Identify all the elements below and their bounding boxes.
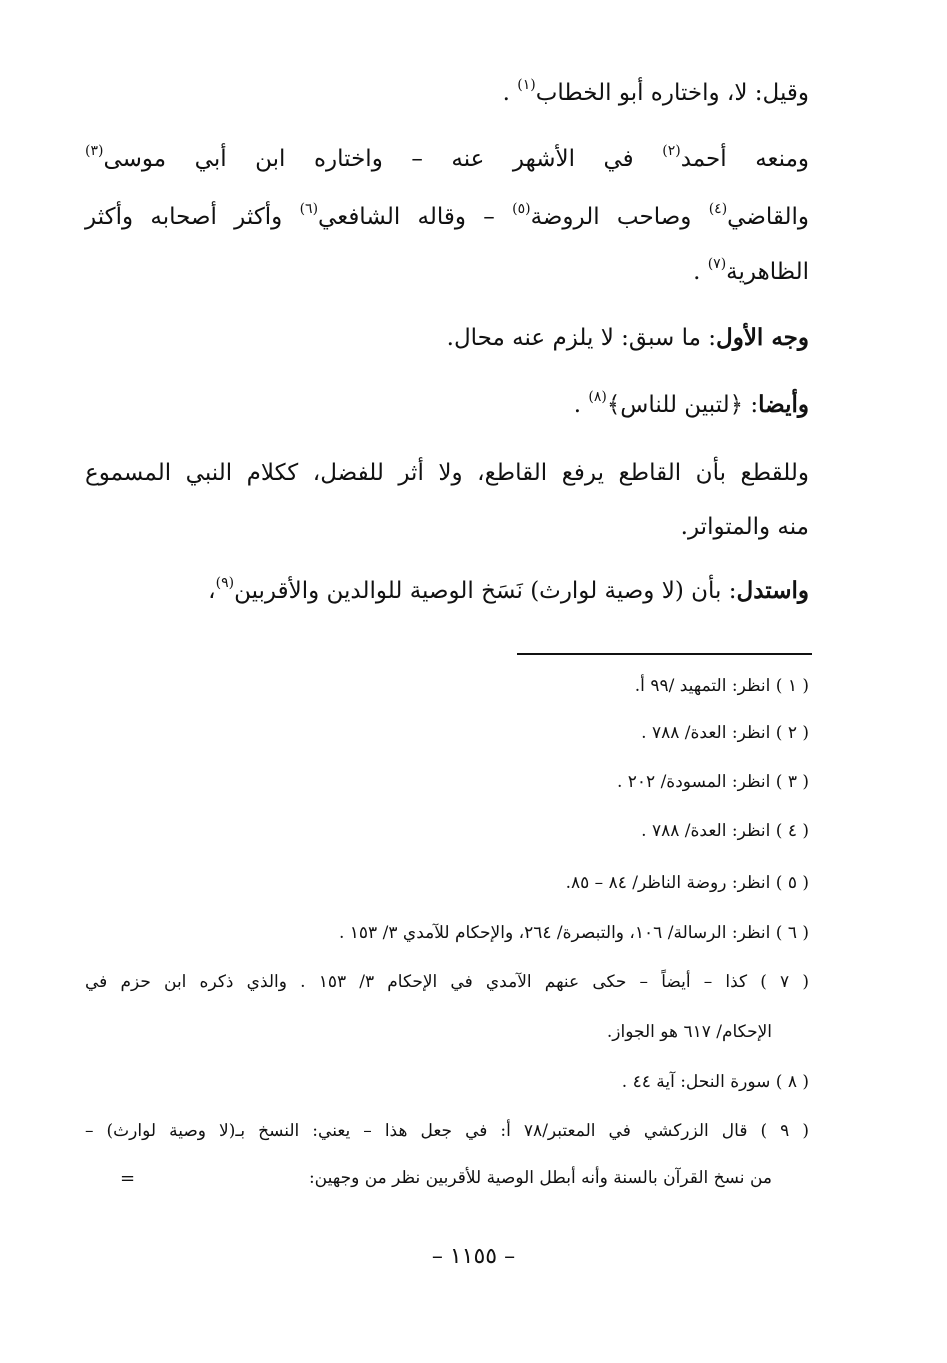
body-line-1: وقيل: لا، واختاره أبو الخطاب$^{(١)}$ . [502, 77, 809, 106]
footnote-ref-6[interactable]: (٦) [299, 201, 319, 217]
body-line-8: منه والمتواتر. [680, 514, 809, 540]
footnote-ref-8[interactable]: (٨) [588, 389, 607, 405]
body-line-3: والقاضي$^{(٤)}$ وصاحب الروضة$^{(٥)}$ – وقاله الشافعي$^{(٦)}$ وأكثر أصحابه وأكثر [85, 201, 810, 230]
section-heading-argued: واستدل [736, 577, 809, 604]
footnote-9-line-1: ( ٩ ) قال الزركشي في المعتبر/٧٨ أ: في جعل هذا – يعني: النسخ بـ(لا وصية لوارث) – [85, 1121, 809, 1141]
footnote-ref-1[interactable]: (١) [517, 77, 536, 93]
footnote-2: ( ٢ ) انظر: العدة/ ٧٨٨ . [641, 723, 809, 743]
footnote-ref-5[interactable]: (٥) [512, 201, 531, 217]
body-line-5: وجه الأول: ما سبق: لا يلزم عنه محال. [446, 324, 809, 351]
footnote-7-line-2: الإحكام/ ٦١٧ هو الجواز. [606, 1022, 772, 1042]
body-line-2: ومنعه أحمد$^{(٢)}$ في الأشهر عنه – واختاره ابن أبي موسى$^{(٣)}$ [85, 143, 809, 172]
page-number: – ١١٥٥ – [431, 1244, 516, 1269]
body-line-6: وأيضا: ﴿لتبين للناس﴾$^{(٨)}$ . [573, 389, 809, 418]
footnote-ref-3[interactable]: (٣) [85, 143, 104, 159]
footnote-ref-7[interactable]: (٧) [707, 256, 727, 272]
section-heading-first-view: وجه الأول [716, 324, 809, 351]
section-heading-also: وأيضا [758, 391, 809, 418]
body-line-9: واستدل: بأن (لا وصية لوارث) نَسَخ الوصية للوالدين والأقربين$^{(٩)}$، [208, 575, 809, 604]
footnote-6: ( ٦ ) انظر: الرسالة/ ١٠٦، والتبصرة/ ٢٦٤، والإحكام للآمدي ٣/ ١٥٣ . [338, 923, 809, 943]
footnote-5: ( ٥ ) انظر: روضة الناظر/ ٨٤ – ٨٥. [565, 873, 809, 893]
footnote-1: ( ١ ) انظر: التمهيد /٩٩ أ. [634, 676, 809, 696]
continuation-mark: = [120, 1168, 136, 1189]
footnote-ref-2[interactable]: (٢) [662, 143, 681, 159]
footnote-4: ( ٤ ) انظر: العدة/ ٧٨٨ . [641, 821, 809, 841]
body-line-4: الظاهرية$^{(٧)}$ . [693, 256, 809, 285]
footnote-9-line-2: من نسخ القرآن بالسنة وأنه أبطل الوصية للأقربين نظر من وجهين: [308, 1168, 772, 1188]
footnote-ref-4[interactable]: (٤) [708, 201, 728, 217]
body-line-7: وللقطع بأن القاطع يرفع القاطع، ولا أثر للفضل، ككلام النبي المسموع [85, 460, 809, 486]
footnote-8: ( ٨ ) سورة النحل: آية ٤٤ . [621, 1072, 809, 1092]
footnote-3: ( ٣ ) انظر: المسودة/ ٢٠٢ . [616, 772, 809, 792]
footnote-7-line-1: ( ٧ ) كذا – أيضاً – حكى عنهم الآمدي في الإحكام ٣/ ١٥٣ . والذي ذكره ابن حزم في [85, 972, 809, 992]
footnote-ref-9[interactable]: (٩) [215, 575, 235, 591]
footnote-separator [517, 653, 812, 655]
